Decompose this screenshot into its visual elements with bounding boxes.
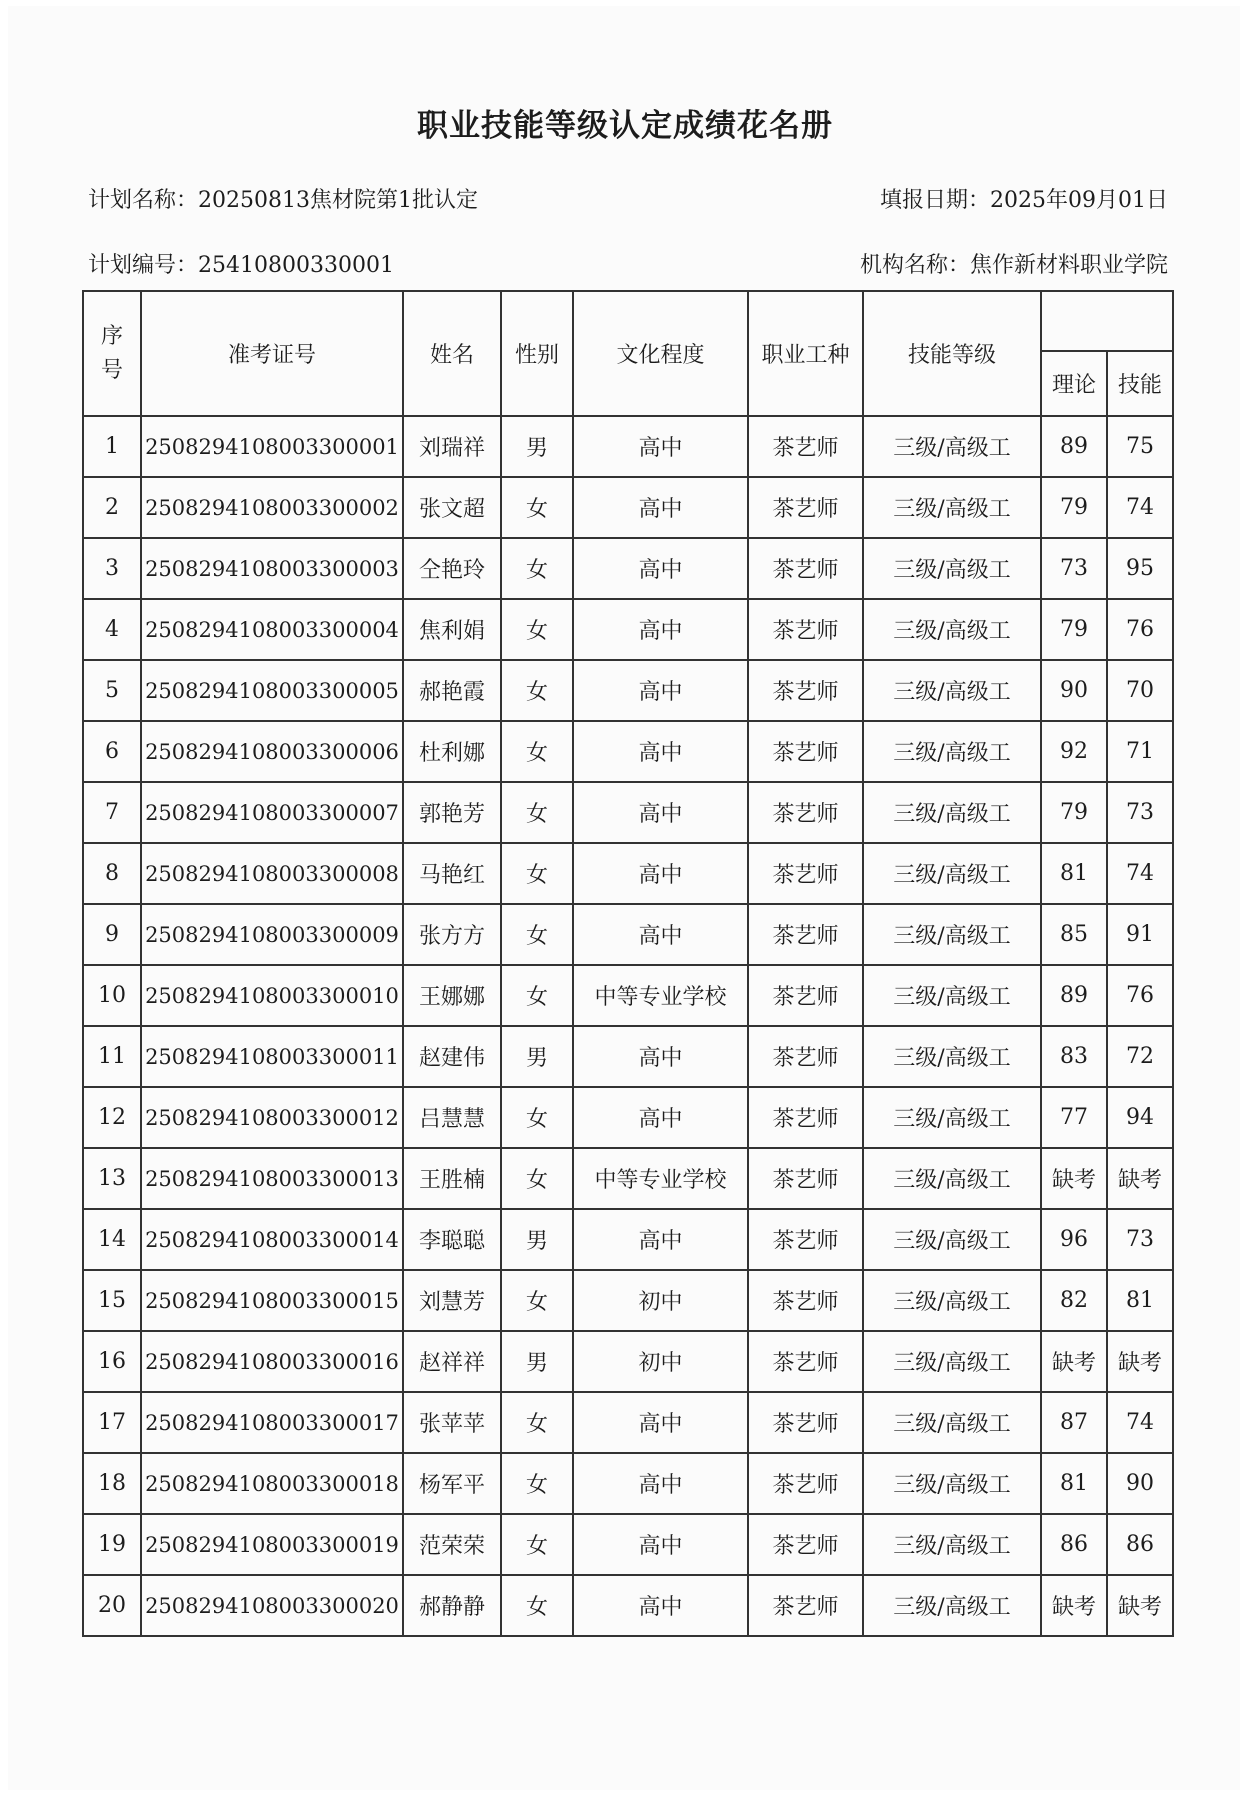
cell-skill-score: 缺考 xyxy=(1107,1148,1173,1209)
cell-gender: 男 xyxy=(501,416,573,477)
cell-seq: 14 xyxy=(83,1209,141,1270)
cell-skill-score: 81 xyxy=(1107,1270,1173,1331)
cell-skill-score: 73 xyxy=(1107,1209,1173,1270)
cell-gender: 女 xyxy=(501,782,573,843)
cell-education: 高中 xyxy=(573,1575,748,1636)
cell-theory-score: 87 xyxy=(1041,1392,1107,1453)
cell-education: 中等专业学校 xyxy=(573,965,748,1026)
cell-gender: 女 xyxy=(501,1453,573,1514)
cell-skill-level: 三级/高级工 xyxy=(863,843,1041,904)
cell-skill-level: 三级/高级工 xyxy=(863,1331,1041,1392)
cell-occupation: 茶艺师 xyxy=(748,477,863,538)
cell-seq: 16 xyxy=(83,1331,141,1392)
cell-occupation: 茶艺师 xyxy=(748,1514,863,1575)
cell-seq: 2 xyxy=(83,477,141,538)
cell-skill-score: 缺考 xyxy=(1107,1331,1173,1392)
cell-occupation: 茶艺师 xyxy=(748,1087,863,1148)
cell-skill-score: 75 xyxy=(1107,416,1173,477)
cell-gender: 女 xyxy=(501,1514,573,1575)
cell-skill-score: 74 xyxy=(1107,477,1173,538)
cell-exam-id: 2508294108003300017 xyxy=(141,1392,403,1453)
cell-occupation: 茶艺师 xyxy=(748,904,863,965)
cell-skill-score: 86 xyxy=(1107,1514,1173,1575)
cell-name: 王娜娜 xyxy=(403,965,501,1026)
cell-occupation: 茶艺师 xyxy=(748,1148,863,1209)
cell-name: 郝静静 xyxy=(403,1575,501,1636)
cell-education: 初中 xyxy=(573,1270,748,1331)
cell-name: 范荣荣 xyxy=(403,1514,501,1575)
fill-date: 填报日期：2025年09月01日 xyxy=(880,188,1168,213)
cell-skill-level: 三级/高级工 xyxy=(863,660,1041,721)
cell-theory-score: 79 xyxy=(1041,599,1107,660)
cell-gender: 女 xyxy=(501,721,573,782)
cell-skill-score: 90 xyxy=(1107,1453,1173,1514)
cell-seq: 20 xyxy=(83,1575,141,1636)
cell-seq: 8 xyxy=(83,843,141,904)
cell-education: 高中 xyxy=(573,1026,748,1087)
cell-exam-id: 2508294108003300003 xyxy=(141,538,403,599)
cell-gender: 女 xyxy=(501,1087,573,1148)
cell-skill-level: 三级/高级工 xyxy=(863,1087,1041,1148)
cell-skill-score: 76 xyxy=(1107,965,1173,1026)
header-occupation: 职业工种 xyxy=(748,291,863,416)
cell-skill-score: 73 xyxy=(1107,782,1173,843)
header-theory: 理论 xyxy=(1041,351,1107,416)
cell-skill-score: 94 xyxy=(1107,1087,1173,1148)
table-row xyxy=(83,904,1173,965)
cell-education: 高中 xyxy=(573,1209,748,1270)
cell-skill-score: 74 xyxy=(1107,843,1173,904)
table-row xyxy=(83,1270,1173,1331)
cell-occupation: 茶艺师 xyxy=(748,782,863,843)
cell-name: 赵祥祥 xyxy=(403,1331,501,1392)
cell-education: 高中 xyxy=(573,1514,748,1575)
cell-occupation: 茶艺师 xyxy=(748,660,863,721)
table-row xyxy=(83,1392,1173,1453)
cell-occupation: 茶艺师 xyxy=(748,1270,863,1331)
cell-exam-id: 2508294108003300013 xyxy=(141,1148,403,1209)
header-skill-level: 技能等级 xyxy=(863,291,1041,416)
cell-gender: 女 xyxy=(501,965,573,1026)
cell-name: 张文超 xyxy=(403,477,501,538)
table-header-row xyxy=(83,291,1173,351)
cell-exam-id: 2508294108003300002 xyxy=(141,477,403,538)
cell-seq: 3 xyxy=(83,538,141,599)
cell-skill-score: 95 xyxy=(1107,538,1173,599)
cell-seq: 15 xyxy=(83,1270,141,1331)
cell-name: 郝艳霞 xyxy=(403,660,501,721)
table-row xyxy=(83,1331,1173,1392)
cell-name: 张苹苹 xyxy=(403,1392,501,1453)
cell-occupation: 茶艺师 xyxy=(748,1026,863,1087)
cell-gender: 女 xyxy=(501,477,573,538)
cell-skill-level: 三级/高级工 xyxy=(863,599,1041,660)
cell-education: 高中 xyxy=(573,721,748,782)
cell-theory-score: 缺考 xyxy=(1041,1331,1107,1392)
cell-theory-score: 82 xyxy=(1041,1270,1107,1331)
cell-seq: 7 xyxy=(83,782,141,843)
table-row xyxy=(83,538,1173,599)
cell-skill-level: 三级/高级工 xyxy=(863,1270,1041,1331)
plan-number: 计划编号：25410800330001 xyxy=(88,253,394,278)
cell-theory-score: 89 xyxy=(1041,965,1107,1026)
cell-skill-level: 三级/高级工 xyxy=(863,1148,1041,1209)
cell-education: 高中 xyxy=(573,660,748,721)
cell-exam-id: 2508294108003300005 xyxy=(141,660,403,721)
cell-education: 高中 xyxy=(573,1087,748,1148)
cell-seq: 4 xyxy=(83,599,141,660)
cell-gender: 女 xyxy=(501,1270,573,1331)
cell-gender: 女 xyxy=(501,599,573,660)
cell-seq: 5 xyxy=(83,660,141,721)
cell-theory-score: 92 xyxy=(1041,721,1107,782)
plan-name: 计划名称：20250813焦材院第1批认定 xyxy=(88,188,478,213)
cell-name: 刘慧芳 xyxy=(403,1270,501,1331)
table-row xyxy=(83,843,1173,904)
table-row xyxy=(83,782,1173,843)
cell-exam-id: 2508294108003300019 xyxy=(141,1514,403,1575)
header-seq xyxy=(83,291,141,416)
cell-theory-score: 81 xyxy=(1041,1453,1107,1514)
cell-skill-score: 74 xyxy=(1107,1392,1173,1453)
cell-gender: 女 xyxy=(501,1575,573,1636)
cell-occupation: 茶艺师 xyxy=(748,1331,863,1392)
cell-gender: 女 xyxy=(501,843,573,904)
cell-theory-score: 缺考 xyxy=(1041,1575,1107,1636)
cell-occupation: 茶艺师 xyxy=(748,721,863,782)
table-row xyxy=(83,416,1173,477)
cell-skill-score: 72 xyxy=(1107,1026,1173,1087)
table-row xyxy=(83,721,1173,782)
table-row xyxy=(83,1148,1173,1209)
table-row xyxy=(83,660,1173,721)
cell-theory-score: 85 xyxy=(1041,904,1107,965)
cell-theory-score: 90 xyxy=(1041,660,1107,721)
cell-theory-score: 83 xyxy=(1041,1026,1107,1087)
cell-skill-level: 三级/高级工 xyxy=(863,1026,1041,1087)
cell-skill-level: 三级/高级工 xyxy=(863,477,1041,538)
cell-education: 高中 xyxy=(573,904,748,965)
cell-seq: 6 xyxy=(83,721,141,782)
cell-gender: 女 xyxy=(501,904,573,965)
cell-name: 杜利娜 xyxy=(403,721,501,782)
cell-skill-level: 三级/高级工 xyxy=(863,1575,1041,1636)
cell-name: 李聪聪 xyxy=(403,1209,501,1270)
cell-name: 赵建伟 xyxy=(403,1026,501,1087)
header-skill: 技能 xyxy=(1107,351,1173,416)
cell-gender: 男 xyxy=(501,1209,573,1270)
table-row xyxy=(83,1453,1173,1514)
cell-occupation: 茶艺师 xyxy=(748,1575,863,1636)
header-education: 文化程度 xyxy=(573,291,748,416)
table-row xyxy=(83,965,1173,1026)
cell-occupation: 茶艺师 xyxy=(748,599,863,660)
cell-education: 高中 xyxy=(573,477,748,538)
cell-skill-level: 三级/高级工 xyxy=(863,416,1041,477)
cell-skill-level: 三级/高级工 xyxy=(863,965,1041,1026)
cell-occupation: 茶艺师 xyxy=(748,1453,863,1514)
header-score-group xyxy=(1041,291,1173,351)
cell-exam-id: 2508294108003300008 xyxy=(141,843,403,904)
table-row xyxy=(83,1575,1173,1636)
cell-theory-score: 79 xyxy=(1041,477,1107,538)
cell-gender: 男 xyxy=(501,1026,573,1087)
cell-skill-level: 三级/高级工 xyxy=(863,1209,1041,1270)
cell-name: 刘瑞祥 xyxy=(403,416,501,477)
cell-seq: 11 xyxy=(83,1026,141,1087)
header-seq-label: 序 号 xyxy=(100,323,123,383)
cell-exam-id: 2508294108003300014 xyxy=(141,1209,403,1270)
cell-exam-id: 2508294108003300020 xyxy=(141,1575,403,1636)
cell-theory-score: 77 xyxy=(1041,1087,1107,1148)
cell-name: 吕慧慧 xyxy=(403,1087,501,1148)
cell-theory-score: 96 xyxy=(1041,1209,1107,1270)
cell-occupation: 茶艺师 xyxy=(748,1209,863,1270)
cell-name: 仝艳玲 xyxy=(403,538,501,599)
cell-seq: 18 xyxy=(83,1453,141,1514)
cell-theory-score: 86 xyxy=(1041,1514,1107,1575)
cell-exam-id: 2508294108003300018 xyxy=(141,1453,403,1514)
cell-name: 郭艳芳 xyxy=(403,782,501,843)
cell-education: 高中 xyxy=(573,538,748,599)
table-row xyxy=(83,1026,1173,1087)
cell-name: 张方方 xyxy=(403,904,501,965)
cell-education: 高中 xyxy=(573,416,748,477)
cell-exam-id: 2508294108003300009 xyxy=(141,904,403,965)
cell-theory-score: 79 xyxy=(1041,782,1107,843)
cell-seq: 1 xyxy=(83,416,141,477)
header-exam-id: 准考证号 xyxy=(141,291,403,416)
cell-exam-id: 2508294108003300012 xyxy=(141,1087,403,1148)
cell-theory-score: 81 xyxy=(1041,843,1107,904)
table-row xyxy=(83,477,1173,538)
cell-exam-id: 2508294108003300015 xyxy=(141,1270,403,1331)
cell-skill-level: 三级/高级工 xyxy=(863,1514,1041,1575)
cell-theory-score: 73 xyxy=(1041,538,1107,599)
cell-exam-id: 2508294108003300007 xyxy=(141,782,403,843)
cell-skill-level: 三级/高级工 xyxy=(863,1392,1041,1453)
cell-exam-id: 2508294108003300006 xyxy=(141,721,403,782)
cell-gender: 女 xyxy=(501,660,573,721)
cell-gender: 女 xyxy=(501,538,573,599)
organization-name: 机构名称：焦作新材料职业学院 xyxy=(859,253,1168,278)
score-roster-table xyxy=(82,290,1174,1637)
cell-theory-score: 89 xyxy=(1041,416,1107,477)
cell-skill-score: 91 xyxy=(1107,904,1173,965)
page-title: 职业技能等级认定成绩花名册 xyxy=(417,108,833,144)
cell-skill-level: 三级/高级工 xyxy=(863,904,1041,965)
cell-seq: 10 xyxy=(83,965,141,1026)
cell-exam-id: 2508294108003300001 xyxy=(141,416,403,477)
cell-exam-id: 2508294108003300010 xyxy=(141,965,403,1026)
cell-skill-score: 76 xyxy=(1107,599,1173,660)
cell-skill-level: 三级/高级工 xyxy=(863,538,1041,599)
cell-exam-id: 2508294108003300004 xyxy=(141,599,403,660)
cell-seq: 13 xyxy=(83,1148,141,1209)
cell-seq: 17 xyxy=(83,1392,141,1453)
cell-seq: 9 xyxy=(83,904,141,965)
cell-skill-score: 71 xyxy=(1107,721,1173,782)
cell-skill-level: 三级/高级工 xyxy=(863,1453,1041,1514)
header-gender: 性别 xyxy=(501,291,573,416)
cell-occupation: 茶艺师 xyxy=(748,965,863,1026)
cell-skill-score: 70 xyxy=(1107,660,1173,721)
table-row xyxy=(83,1209,1173,1270)
cell-seq: 12 xyxy=(83,1087,141,1148)
cell-exam-id: 2508294108003300011 xyxy=(141,1026,403,1087)
cell-name: 焦利娟 xyxy=(403,599,501,660)
table-body xyxy=(83,416,1173,1636)
cell-gender: 男 xyxy=(501,1331,573,1392)
cell-occupation: 茶艺师 xyxy=(748,843,863,904)
cell-occupation: 茶艺师 xyxy=(748,538,863,599)
cell-gender: 女 xyxy=(501,1392,573,1453)
header-name: 姓名 xyxy=(403,291,501,416)
cell-education: 高中 xyxy=(573,782,748,843)
cell-exam-id: 2508294108003300016 xyxy=(141,1331,403,1392)
cell-skill-level: 三级/高级工 xyxy=(863,721,1041,782)
cell-skill-score: 缺考 xyxy=(1107,1575,1173,1636)
cell-education: 中等专业学校 xyxy=(573,1148,748,1209)
cell-gender: 女 xyxy=(501,1148,573,1209)
cell-education: 初中 xyxy=(573,1331,748,1392)
cell-name: 王胜楠 xyxy=(403,1148,501,1209)
table-row xyxy=(83,1087,1173,1148)
cell-theory-score: 缺考 xyxy=(1041,1148,1107,1209)
cell-seq: 19 xyxy=(83,1514,141,1575)
cell-occupation: 茶艺师 xyxy=(748,1392,863,1453)
table-row xyxy=(83,599,1173,660)
cell-education: 高中 xyxy=(573,1453,748,1514)
cell-name: 杨军平 xyxy=(403,1453,501,1514)
cell-skill-level: 三级/高级工 xyxy=(863,782,1041,843)
cell-name: 马艳红 xyxy=(403,843,501,904)
cell-education: 高中 xyxy=(573,1392,748,1453)
cell-occupation: 茶艺师 xyxy=(748,416,863,477)
table-row xyxy=(83,1514,1173,1575)
cell-education: 高中 xyxy=(573,843,748,904)
cell-education: 高中 xyxy=(573,599,748,660)
